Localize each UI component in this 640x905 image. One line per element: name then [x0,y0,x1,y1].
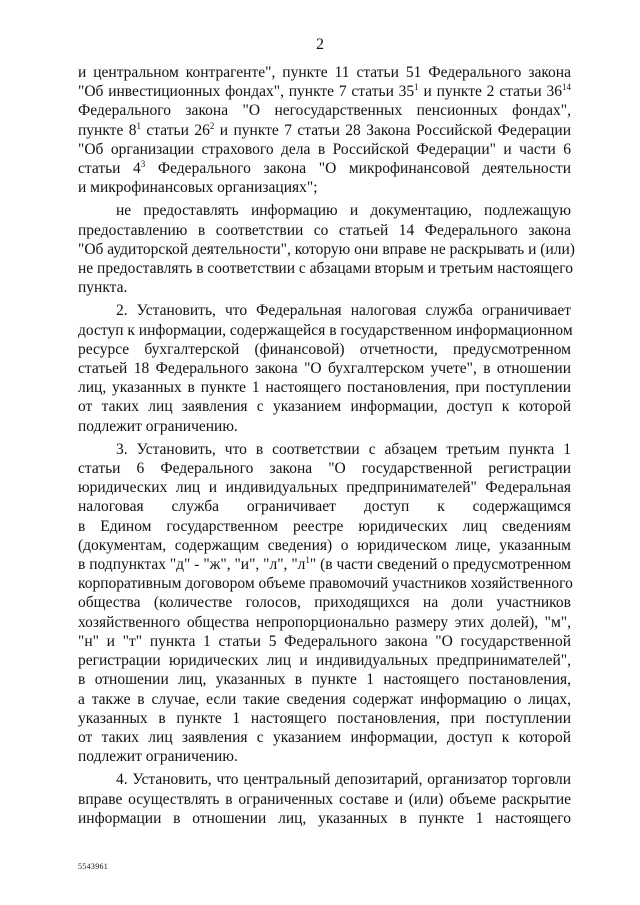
text-line: юридических лиц и индивидуальных предпринимателей" Федеральная [78,479,571,497]
text-line: 3. Установить, что в соответствии с абзацем третьим пункта 1 [116,440,571,458]
text-line: пункте $8^1$ статьи $26^2$ и пункте 7 статьи 28 Закона Российской Федерации [78,120,571,139]
text-line: от таких лиц заявления с указанием информации, доступ к которой [78,728,571,746]
text-line: от таких лиц заявления с указанием информации, доступ к которой [78,398,571,416]
text-line: и микрофинансовых организациях"; [78,179,318,197]
text-line: доступ к информации, содержащейся в государственном информационном [78,321,573,339]
text-line: вправе осуществлять в ограниченных составе и (или) объеме раскрытие [78,790,571,808]
text-line: (документам, содержащим сведения) о юридическом лице, указанным [78,536,571,554]
text-line: а также в случае, если такие сведения содержат информацию о лицах, [78,690,571,708]
text-line: и центральном контрагенте", пункте 11 статьи 51 Федерального закона [78,64,571,81]
text-line: указанных в пункте 1 настоящего постановления, при поступлении [78,709,571,727]
text-line: статьи 6 Федерального закона "О государственной регистрации [78,460,571,478]
page-number: 2 [316,36,324,53]
text-line: "Об организации страхового дела в Российской Федерации" и части 6 [78,140,571,158]
text-line: предоставлению в соответствии со статьей 14 Федерального закона [78,221,571,239]
text-line: регистрации юридических лиц и индивидуальных предпринимателей", [78,652,571,670]
text-line: статьи $4^3$ Федерального закона "О микрофинансовой деятельности [78,159,571,178]
text-line: 4. Установить, что центральный депозитарий, организатор торговли [116,771,571,789]
text-line: в подпунктах "д" - "ж", "и", "л", "$л^1$" (в части сведений о предусмотренном [78,555,571,574]
text-line: подлежит ограничению. [78,417,238,435]
body-text [78,63,575,828]
text-line: информации в отношении лиц, указанных в пункте 1 настоящего [78,809,571,827]
text-line: корпоративным договором объеме правомочий участников хозяйственного [78,575,573,593]
text-line: не предоставлять информацию и документацию, подлежащую [116,202,571,220]
text-line: 2. Установить, что Федеральная налоговая служба ограничивает [116,302,571,320]
document-id: 5543961 [78,862,109,871]
text-line: в Едином государственном реестре юридических лиц сведениям [78,517,571,535]
text-line: "н" и "т" пункта 1 статьи 5 Федерального закона "О государственной [78,632,571,650]
text-line: общества (количестве голосов, приходящихся на доли участников [78,594,571,612]
text-line: не предоставлять в соответствии с абзацами вторым и третьим настоящего [78,260,573,278]
text-line: налоговая служба ограничивает доступ к содержащимся [78,498,571,516]
text-line: пункта. [78,279,128,297]
text-line: подлежит ограничению. [78,748,238,766]
text-line: статьей 18 Федерального закона "О бухгалтерском учете", в отношении [78,360,571,378]
text-line: Федерального закона "О негосударственных пенсионных фондах", [78,102,571,120]
text-line: ресурсе бухгалтерской (финансовой) отчетности, предусмотренном [78,340,571,358]
text-line: хозяйственного общества непропорционально размеру этих долей), "м", [78,613,571,631]
text-line: лиц, указанных в пункте 1 настоящего постановления, при поступлении [78,379,571,397]
text-line: в отношении лиц, указанных в пункте 1 настоящего постановления, [78,671,571,689]
text-line: "Об аудиторской деятельности", которую они вправе не раскрывать и (или) [78,240,575,258]
text-line: "Об инвестиционных фондах", пункте 7 статьи $35^1$ и пункте 2 статьи $36^{14}$ [78,82,571,101]
